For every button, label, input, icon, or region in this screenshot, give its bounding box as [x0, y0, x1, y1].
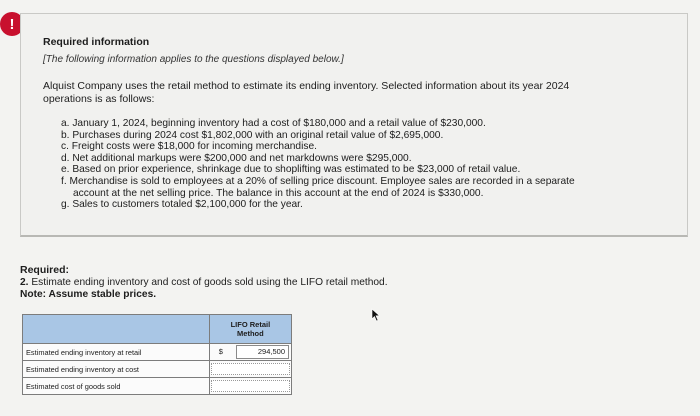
required-information-panel: [20, 13, 688, 237]
ending-inventory-retail-input[interactable]: 294,500: [236, 345, 289, 359]
column-header-line2: Method: [237, 329, 264, 338]
required-note: Note: Assume stable prices.: [20, 289, 157, 300]
required-task: [20, 277, 388, 288]
row-label-cost-of-goods-sold: Estimated cost of goods sold: [23, 378, 210, 395]
list-item: g. Sales to customers totaled $2,100,000 for the year.: [61, 199, 303, 211]
list-item: [61, 176, 687, 199]
list-item: d. Net additional markups were $200,000 and net markdowns were $295,000.: [61, 152, 412, 164]
ending-inventory-cost-input[interactable]: [211, 363, 290, 375]
column-header-lifo-retail-method: [209, 315, 291, 344]
problem-intro: Alquist Company uses the retail method to estimate its ending inventory. Selected information about its year 2024 operations is as follows:: [43, 80, 570, 105]
ending-inventory-cost-cell: [209, 361, 291, 378]
table-header-blank: [23, 315, 210, 344]
list-item: c. Freight costs were $18,000 for incoming merchandise.: [61, 141, 317, 153]
list-item: b. Purchases during 2024 cost $1,802,000 with an original retail value of $2,695,000.: [61, 129, 444, 141]
required-label: Required:: [20, 264, 70, 276]
mouse-cursor-icon: [371, 308, 381, 322]
table-row: [23, 378, 292, 395]
required-information-title: Required information: [43, 36, 150, 48]
column-header-line1: LIFO Retail: [230, 320, 271, 329]
list-item: a. January 1, 2024, beginning inventory had a cost of $180,000 and a retail value of $230,000.: [61, 118, 486, 129]
fact-list: [61, 118, 687, 211]
row-label-ending-inventory-retail: Estimated ending inventory at retail: [23, 344, 210, 361]
table-row: [23, 361, 292, 378]
currency-symbol: $: [218, 347, 223, 356]
cost-of-goods-sold-input[interactable]: [211, 380, 290, 392]
lifo-retail-table: [22, 314, 292, 395]
list-item-continuation: account at the net selling price. The balance in this account at the end of 2024 is $330,000.: [73, 187, 484, 199]
required-section: [20, 264, 388, 300]
required-information-note: [The following information applies to the questions displayed below.]: [43, 54, 344, 65]
exclamation-icon: !: [0, 12, 24, 36]
cost-of-goods-sold-cell: [209, 378, 291, 395]
task-text: Estimate ending inventory and cost of goods sold using the LIFO retail method.: [31, 277, 388, 288]
task-number: 2.: [20, 277, 29, 288]
list-item: e. Based on prior experience, shrinkage due to shoplifting was estimated to be $23,000 of retail value.: [61, 164, 521, 176]
table-row: [23, 344, 292, 361]
list-item-line: f. Merchandise is sold to employees at a 20% of selling price discount. Employee sales are recorded in a separate: [61, 175, 575, 187]
row-label-ending-inventory-cost: Estimated ending inventory at cost: [23, 361, 210, 378]
ending-inventory-retail-cell: [209, 344, 291, 361]
